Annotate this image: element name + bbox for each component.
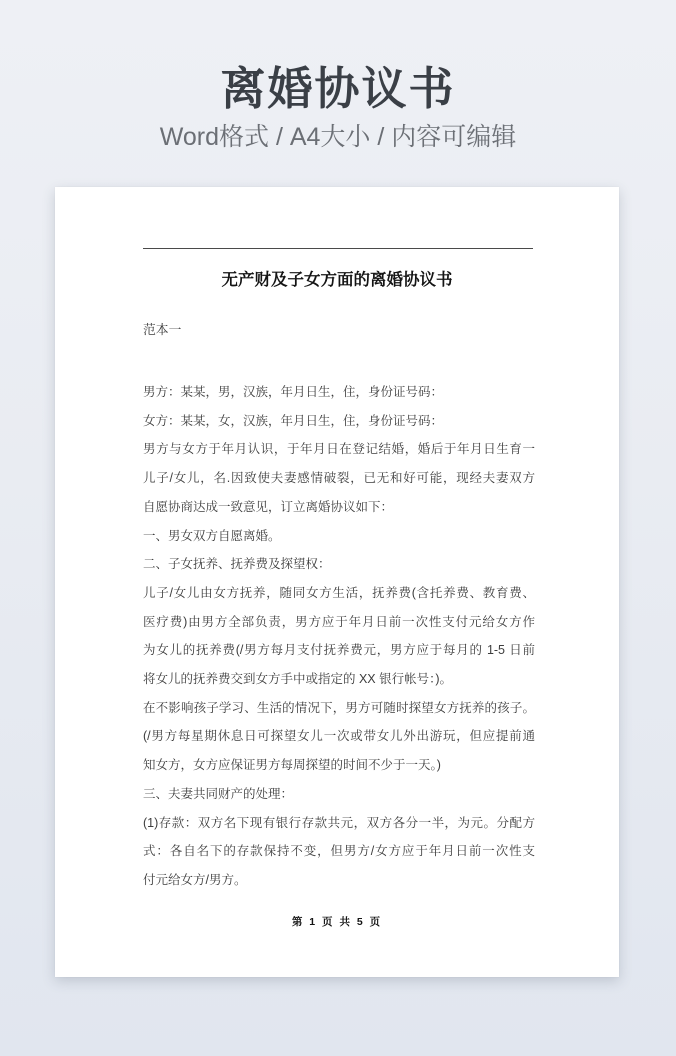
document-body: [143, 378, 535, 895]
document-line: 自愿协商达成一致意见，订立离婚协议如下：: [143, 499, 394, 514]
document-line: (/男方每星期休息日可探望女儿一次或带女儿外出游玩，但应提前通: [143, 729, 535, 744]
document-title: 无产财及子女方面的离婚协议书: [221, 271, 453, 289]
document-line: 三、夫妻共同财产的处理：: [143, 786, 294, 801]
document-page: [55, 187, 619, 977]
document-line: 式：各自名下的存款保持不变，但男方/女方应于年月日前一次性支: [143, 844, 535, 859]
document-line: 在不影响孩子学习、生活的情况下，男方可随时探望女方抚养的孩子。: [143, 700, 535, 715]
document-line: 将女儿的抚养费交到女方手中或指定的 XX 银行帐号：)。: [143, 672, 453, 687]
sample-label: 范本一: [143, 322, 182, 337]
document-line: 儿子/女儿，名.因致使夫妻感情破裂，已无和好可能，现经夫妻双方: [143, 471, 535, 486]
document-line: 为女儿的抚养费(/男方每月支付抚养费元，男方应于每月的 1-5 日前: [143, 643, 535, 658]
document-line: 女方：某某，女，汉族，年月日生，住，身份证号码：: [143, 413, 444, 428]
document-line: 二、子女抚养、抚养费及探望权：: [143, 557, 331, 572]
header-rule: [143, 248, 533, 249]
document-line: 儿子/女儿由女方抚养，随同女方生活，抚养费(含托养费、教育费、: [143, 585, 535, 600]
document-line: 付元给女方/男方。: [143, 872, 247, 887]
document-line: 知女方，女方应保证男方每周探望的时间不少于一天。): [143, 758, 441, 773]
page-title: 离婚协议书: [220, 63, 456, 114]
document-line: 男方：某某，男，汉族，年月日生，住，身份证号码：: [143, 385, 444, 399]
page-number: 第 1 页 共 5 页: [291, 916, 383, 928]
document-line: 男方与女方于年月认识，于年月日在登记结婚，婚后于年月日生育一: [143, 442, 535, 457]
document-line: 一、男女双方自愿离婚。: [143, 528, 281, 543]
document-line: 医疗费)由男方全部负责，男方应于年月日前一次性支付元给女方作: [143, 614, 535, 629]
document-line: (1)存款：双方名下现有银行存款共元，双方各分一半，为元。分配方: [143, 815, 535, 830]
page-subtitle: Word格式 / A4大小 / 内容可编辑: [159, 123, 517, 151]
